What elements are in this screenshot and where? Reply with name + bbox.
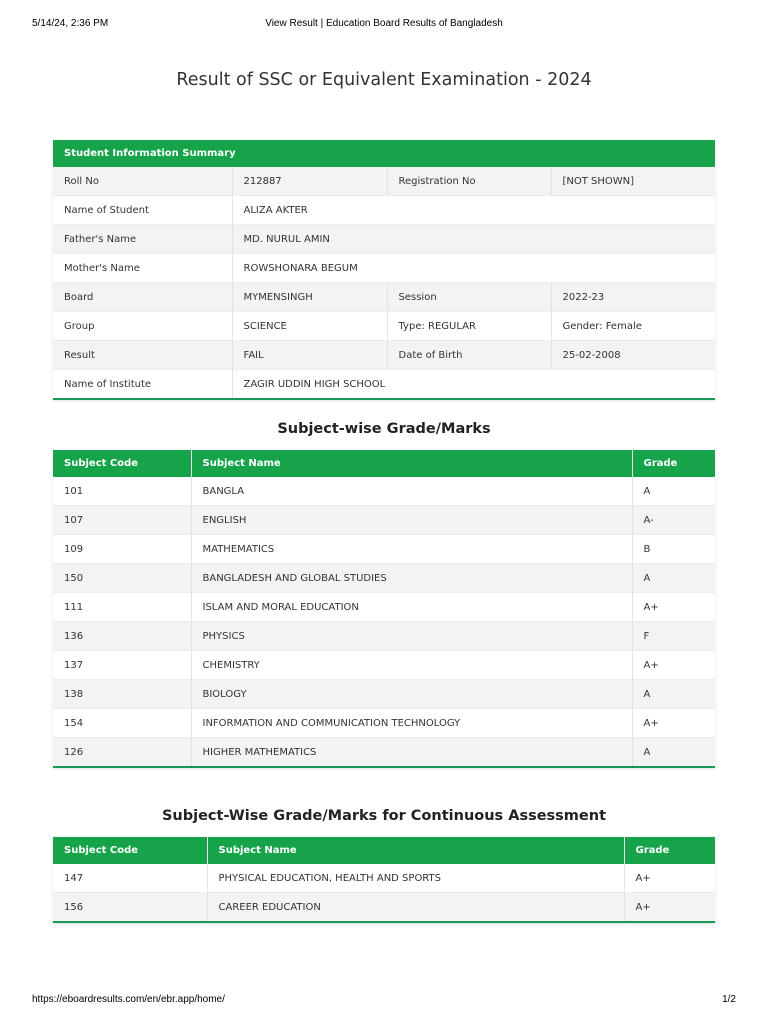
table-row bbox=[53, 341, 715, 370]
subject-name: PHYSICS bbox=[191, 622, 632, 651]
print-datetime: 5/14/24, 2:36 PM bbox=[32, 18, 109, 29]
type-text: Type: REGULAR bbox=[387, 312, 551, 341]
subject-grade: A bbox=[632, 680, 715, 709]
continuous-assessment-table bbox=[53, 837, 715, 923]
table-row bbox=[53, 167, 715, 196]
subject-grade: A+ bbox=[624, 893, 715, 923]
roll-value: 212887 bbox=[232, 167, 387, 196]
table-row bbox=[53, 680, 715, 709]
subject-grade: B bbox=[632, 535, 715, 564]
table-row bbox=[53, 370, 715, 400]
table-row bbox=[53, 738, 715, 768]
subject-code: 154 bbox=[53, 709, 191, 738]
mother-name-label: Mother's Name bbox=[53, 254, 232, 283]
column-header: Subject Name bbox=[207, 837, 624, 864]
table-row bbox=[53, 254, 715, 283]
gender-text: Gender: Female bbox=[551, 312, 715, 341]
table-row bbox=[53, 893, 715, 923]
subject-grade: A bbox=[632, 564, 715, 593]
table-row bbox=[53, 225, 715, 254]
roll-label: Roll No bbox=[53, 167, 232, 196]
subject-grade: A+ bbox=[624, 864, 715, 893]
subject-code: 137 bbox=[53, 651, 191, 680]
institute-label: Name of Institute bbox=[53, 370, 232, 400]
subject-name: ISLAM AND MORAL EDUCATION bbox=[191, 593, 632, 622]
column-header: Grade bbox=[624, 837, 715, 864]
result-value: FAIL bbox=[232, 341, 387, 370]
group-label: Group bbox=[53, 312, 232, 341]
table-row bbox=[53, 864, 715, 893]
table-row bbox=[53, 506, 715, 535]
student-name-label: Name of Student bbox=[53, 196, 232, 225]
father-name-label: Father's Name bbox=[53, 225, 232, 254]
subject-name: CHEMISTRY bbox=[191, 651, 632, 680]
group-value: SCIENCE bbox=[232, 312, 387, 341]
subject-code: 126 bbox=[53, 738, 191, 768]
dob-value: 25-02-2008 bbox=[551, 341, 715, 370]
subject-code: 109 bbox=[53, 535, 191, 564]
table-row bbox=[53, 477, 715, 506]
print-url: https://eboardresults.com/en/ebr.app/home/ bbox=[32, 994, 225, 1005]
subject-name: ENGLISH bbox=[191, 506, 632, 535]
print-page-title: View Result | Education Board Results of Bangladesh bbox=[265, 18, 503, 29]
subject-grade: A+ bbox=[632, 651, 715, 680]
subject-grade: A+ bbox=[632, 593, 715, 622]
result-label: Result bbox=[53, 341, 232, 370]
student-info-table bbox=[53, 140, 715, 400]
mother-name-value: ROWSHONARA BEGUM bbox=[232, 254, 715, 283]
table-row bbox=[53, 196, 715, 225]
column-header: Subject Code bbox=[53, 837, 207, 864]
subject-code: 111 bbox=[53, 593, 191, 622]
subject-name: CAREER EDUCATION bbox=[207, 893, 624, 923]
subject-code: 156 bbox=[53, 893, 207, 923]
subject-code: 107 bbox=[53, 506, 191, 535]
subject-grade: A bbox=[632, 477, 715, 506]
subject-name: HIGHER MATHEMATICS bbox=[191, 738, 632, 768]
print-footer bbox=[32, 994, 736, 1008]
subject-name: BANGLA bbox=[191, 477, 632, 506]
table-row bbox=[53, 564, 715, 593]
print-page-number: 1/2 bbox=[722, 994, 736, 1005]
session-label: Session bbox=[387, 283, 551, 312]
subject-name: MATHEMATICS bbox=[191, 535, 632, 564]
subject-code: 138 bbox=[53, 680, 191, 709]
print-header bbox=[32, 18, 736, 32]
student-info-title: Student Information Summary bbox=[53, 140, 715, 167]
subject-name: BANGLADESH AND GLOBAL STUDIES bbox=[191, 564, 632, 593]
table-row bbox=[53, 593, 715, 622]
institute-value: ZAGIR UDDIN HIGH SCHOOL bbox=[232, 370, 715, 400]
dob-label: Date of Birth bbox=[387, 341, 551, 370]
father-name-value: MD. NURUL AMIN bbox=[232, 225, 715, 254]
table-row bbox=[53, 283, 715, 312]
table-row bbox=[53, 535, 715, 564]
subject-name: BIOLOGY bbox=[191, 680, 632, 709]
session-value: 2022-23 bbox=[551, 283, 715, 312]
table-row bbox=[53, 312, 715, 341]
subject-code: 101 bbox=[53, 477, 191, 506]
subject-grade: F bbox=[632, 622, 715, 651]
table-row bbox=[53, 622, 715, 651]
subject-grade: A- bbox=[632, 506, 715, 535]
subject-code: 136 bbox=[53, 622, 191, 651]
page-title: Result of SSC or Equivalent Examination - 2024 bbox=[176, 70, 592, 90]
student-name-value: ALIZA AKTER bbox=[232, 196, 715, 225]
subject-name: PHYSICAL EDUCATION, HEALTH AND SPORTS bbox=[207, 864, 624, 893]
registration-label: Registration No bbox=[387, 167, 551, 196]
subject-name: INFORMATION AND COMMUNICATION TECHNOLOGY bbox=[191, 709, 632, 738]
subject-code: 150 bbox=[53, 564, 191, 593]
subject-code: 147 bbox=[53, 864, 207, 893]
column-header: Subject Name bbox=[191, 450, 632, 477]
board-value: MYMENSINGH bbox=[232, 283, 387, 312]
table-row bbox=[53, 709, 715, 738]
subject-grade: A+ bbox=[632, 709, 715, 738]
registration-value: [NOT SHOWN] bbox=[551, 167, 715, 196]
grades-table bbox=[53, 450, 715, 768]
grades-section-title: Subject-wise Grade/Marks bbox=[277, 421, 491, 437]
continuous-section-title: Subject-Wise Grade/Marks for Continuous Assessment bbox=[161, 808, 607, 824]
column-header: Subject Code bbox=[53, 450, 191, 477]
board-label: Board bbox=[53, 283, 232, 312]
table-row bbox=[53, 651, 715, 680]
column-header: Grade bbox=[632, 450, 715, 477]
subject-grade: A bbox=[632, 738, 715, 768]
